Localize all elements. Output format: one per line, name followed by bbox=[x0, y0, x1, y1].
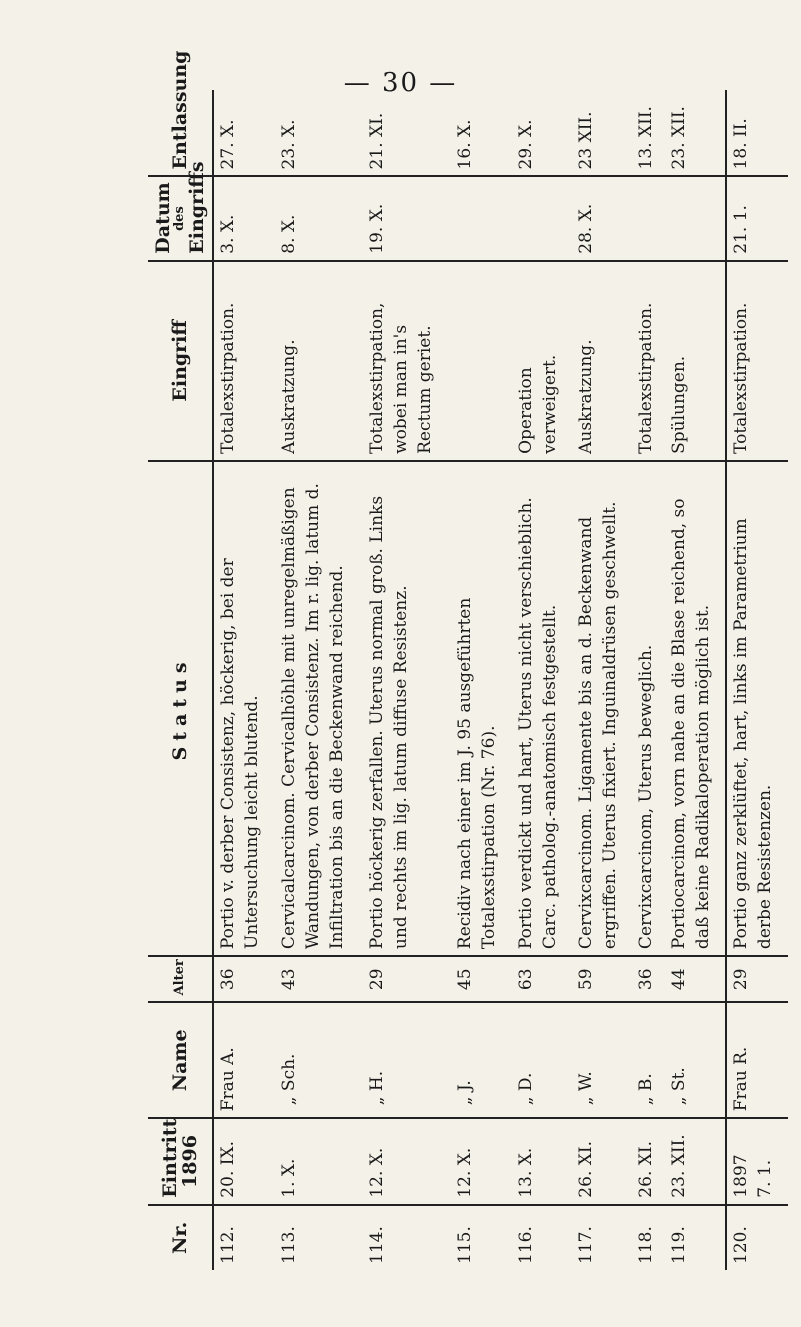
name-value: A. bbox=[218, 1047, 238, 1065]
cell-eintritt: 12. X. bbox=[363, 1118, 451, 1204]
header-entlassung: Entlassung bbox=[148, 90, 213, 176]
cell-eingriff bbox=[451, 261, 511, 461]
cell-alter: 43 bbox=[275, 956, 363, 1002]
cell-nr: 120. bbox=[726, 1205, 788, 1270]
cell-eintritt bbox=[726, 1118, 788, 1204]
header-alter bbox=[148, 956, 213, 1002]
cell-nr: 116. bbox=[512, 1205, 572, 1270]
name-prefix: „ bbox=[515, 1096, 536, 1106]
cell-nr: 114. bbox=[363, 1205, 451, 1270]
cell-eintritt: 23. XII. bbox=[665, 1118, 727, 1204]
header-eintritt-year: 1896 bbox=[179, 1135, 201, 1188]
cell-datum bbox=[665, 176, 727, 260]
name-value: H. bbox=[366, 1070, 387, 1092]
cell-name bbox=[213, 1002, 275, 1118]
table-row bbox=[665, 90, 727, 1270]
name-value: Sch. bbox=[278, 1053, 299, 1092]
cell-name bbox=[275, 1002, 363, 1118]
cell-entlassung: 23. X. bbox=[278, 119, 299, 170]
cell-entlassung: 13. XII. bbox=[636, 106, 657, 170]
cell-status: Cervicalcarcinom. Cervicalhöhle mit unregelmäßigen Wandungen, von derber Consistenz. Im r. lig. latum d. Infiltration bis an die Beckenwand reichend. bbox=[275, 461, 363, 956]
cell-datum bbox=[512, 176, 572, 260]
cell-entlassung: 16. X. bbox=[455, 119, 476, 170]
name-prefix: „ bbox=[575, 1096, 596, 1106]
cell-alter: 29 bbox=[726, 956, 788, 1002]
cell-eingriff: Totalexstirpation. bbox=[632, 261, 665, 461]
cell-datum: 28. X. bbox=[572, 176, 632, 260]
name-value: B. bbox=[636, 1073, 657, 1092]
cell-datum bbox=[632, 176, 665, 260]
cell-name bbox=[572, 1002, 632, 1118]
cell-name bbox=[726, 1002, 788, 1118]
table-row bbox=[572, 90, 632, 1270]
cell-status: Portio verdickt und hart, Uterus nicht verschieblich. Carc. patholog.-anatomisch festgestellt. bbox=[512, 461, 572, 956]
page-number: — 30 — bbox=[343, 68, 458, 98]
cell-eingriff: Totalexstirpation, wobei man in's Rectum geriet. bbox=[363, 261, 451, 461]
cell-status: Portio höckerig zerfallen. Uterus normal groß. Links und rechts im lig. latum diffuse Resistenz. bbox=[363, 461, 451, 956]
cell-eintritt: 1. X. bbox=[275, 1118, 363, 1204]
table-row bbox=[632, 90, 665, 1270]
table-row bbox=[512, 90, 572, 1270]
cell-status: Recidiv nach einer im J. 95 ausgeführten Totalexstirpation (Nr. 76). bbox=[451, 461, 511, 956]
cell-datum: 3. X. bbox=[213, 176, 275, 260]
cell-alter: 36 bbox=[632, 956, 665, 1002]
name-value: W. bbox=[575, 1071, 596, 1092]
cell-nr: 113. bbox=[275, 1205, 363, 1270]
name-prefix: „ bbox=[455, 1096, 476, 1106]
cell-eingriff: Spülungen. bbox=[665, 261, 727, 461]
cell-status: Portiocarcinom, vorn nahe an die Blase reichend, so daß keine Radikaloperation möglich ist. bbox=[665, 461, 727, 956]
header-datum-1: Datum bbox=[152, 182, 174, 254]
name-value: D. bbox=[515, 1072, 536, 1092]
cell-status: Cervixcarcinom, Uterus beweglich. bbox=[632, 461, 665, 956]
eintritt-year: 1897 bbox=[731, 1154, 752, 1198]
cell-eintritt: 26. XI. bbox=[572, 1118, 632, 1204]
cell-datum: 19. X. bbox=[363, 176, 451, 260]
cell-alter: 44 bbox=[665, 956, 727, 1002]
cell-nr: 115. bbox=[451, 1205, 511, 1270]
cell-datum bbox=[451, 176, 511, 260]
cell-nr: 118. bbox=[632, 1205, 665, 1270]
cell-entlassung: 21. XI. bbox=[366, 112, 387, 170]
header-eintritt bbox=[148, 1118, 213, 1204]
cell-eintritt: 13. X. bbox=[512, 1118, 572, 1204]
cell-nr: 117. bbox=[572, 1205, 632, 1270]
cell-status: Cervixcarcinom. Ligamente bis an d. Beckenwand ergriffen. Uterus fixiert. Inguinaldrüsen geschwellt. bbox=[572, 461, 632, 956]
name-value: J. bbox=[455, 1080, 476, 1092]
cell-nr: 119. bbox=[665, 1205, 727, 1270]
table-row bbox=[213, 90, 275, 1270]
cell-alter: 59 bbox=[572, 956, 632, 1002]
cell-entlassung: 27. X. bbox=[218, 119, 238, 170]
table-row bbox=[363, 90, 451, 1270]
cell-eintritt: 20. IX. bbox=[213, 1118, 275, 1204]
cell-eintritt: 26. XI. bbox=[632, 1118, 665, 1204]
header-status: Status bbox=[148, 461, 213, 956]
cell-datum: 8. X. bbox=[275, 176, 363, 260]
name-prefix: Frau bbox=[731, 1070, 752, 1112]
header-nr: Nr. bbox=[148, 1205, 213, 1270]
cell-alter: 45 bbox=[451, 956, 511, 1002]
header-datum-2: des bbox=[172, 206, 187, 231]
cell-alter: 36 bbox=[213, 956, 275, 1002]
name-value: St. bbox=[668, 1067, 689, 1092]
eintritt-date: 7. 1. bbox=[755, 1159, 776, 1198]
name-prefix: „ bbox=[278, 1096, 299, 1106]
cell-entlassung: 23 XII. bbox=[575, 111, 596, 170]
cell-eingriff: Totalexstirpation. bbox=[726, 261, 788, 461]
cell-eingriff: Totalexstirpation. bbox=[213, 261, 275, 461]
cell-eintritt: 12. X. bbox=[451, 1118, 511, 1204]
cell-eingriff: Auskratzung. bbox=[572, 261, 632, 461]
table-header-row bbox=[148, 90, 213, 1270]
header-datum-3: Eingriffs bbox=[186, 161, 208, 254]
cell-status: Portio v. derber Consistenz, höckerig, bei der Untersuchung leicht blutend. bbox=[213, 461, 275, 956]
cell-alter: 29 bbox=[363, 956, 451, 1002]
cell-name bbox=[665, 1002, 727, 1118]
name-value: R. bbox=[731, 1046, 752, 1065]
cell-entlassung: 23. XII. bbox=[668, 106, 689, 170]
cell-entlassung: 29. X. bbox=[515, 119, 536, 170]
cell-name bbox=[512, 1002, 572, 1118]
cell-eingriff: Auskratzung. bbox=[275, 261, 363, 461]
name-prefix: „ bbox=[668, 1096, 689, 1106]
header-datum bbox=[148, 161, 213, 260]
cell-name bbox=[363, 1002, 451, 1118]
cell-name bbox=[632, 1002, 665, 1118]
cell-status: Portio ganz zerklüftet, hart, links im Parametrium derbe Resistenzen. bbox=[726, 461, 788, 956]
cell-nr: 112. bbox=[213, 1205, 275, 1270]
cell-alter: 63 bbox=[512, 956, 572, 1002]
header-eingriff: Eingriff bbox=[148, 261, 213, 461]
cell-entlassung: 18. II. bbox=[726, 90, 788, 176]
header-name: Name bbox=[148, 1002, 213, 1118]
name-prefix: Frau bbox=[218, 1070, 238, 1112]
header-eintritt-label: Eintritt bbox=[159, 1118, 181, 1198]
cell-name bbox=[451, 1002, 511, 1118]
header-alter-label: Alter bbox=[172, 959, 187, 996]
table-row bbox=[275, 90, 363, 1270]
cell-eingriff: Operation verweigert. bbox=[512, 261, 572, 461]
cell-datum: 21. 1. bbox=[726, 176, 788, 260]
table-row bbox=[726, 90, 788, 1270]
table-row bbox=[451, 90, 511, 1270]
name-prefix: „ bbox=[636, 1096, 657, 1106]
name-prefix: „ bbox=[366, 1096, 387, 1106]
